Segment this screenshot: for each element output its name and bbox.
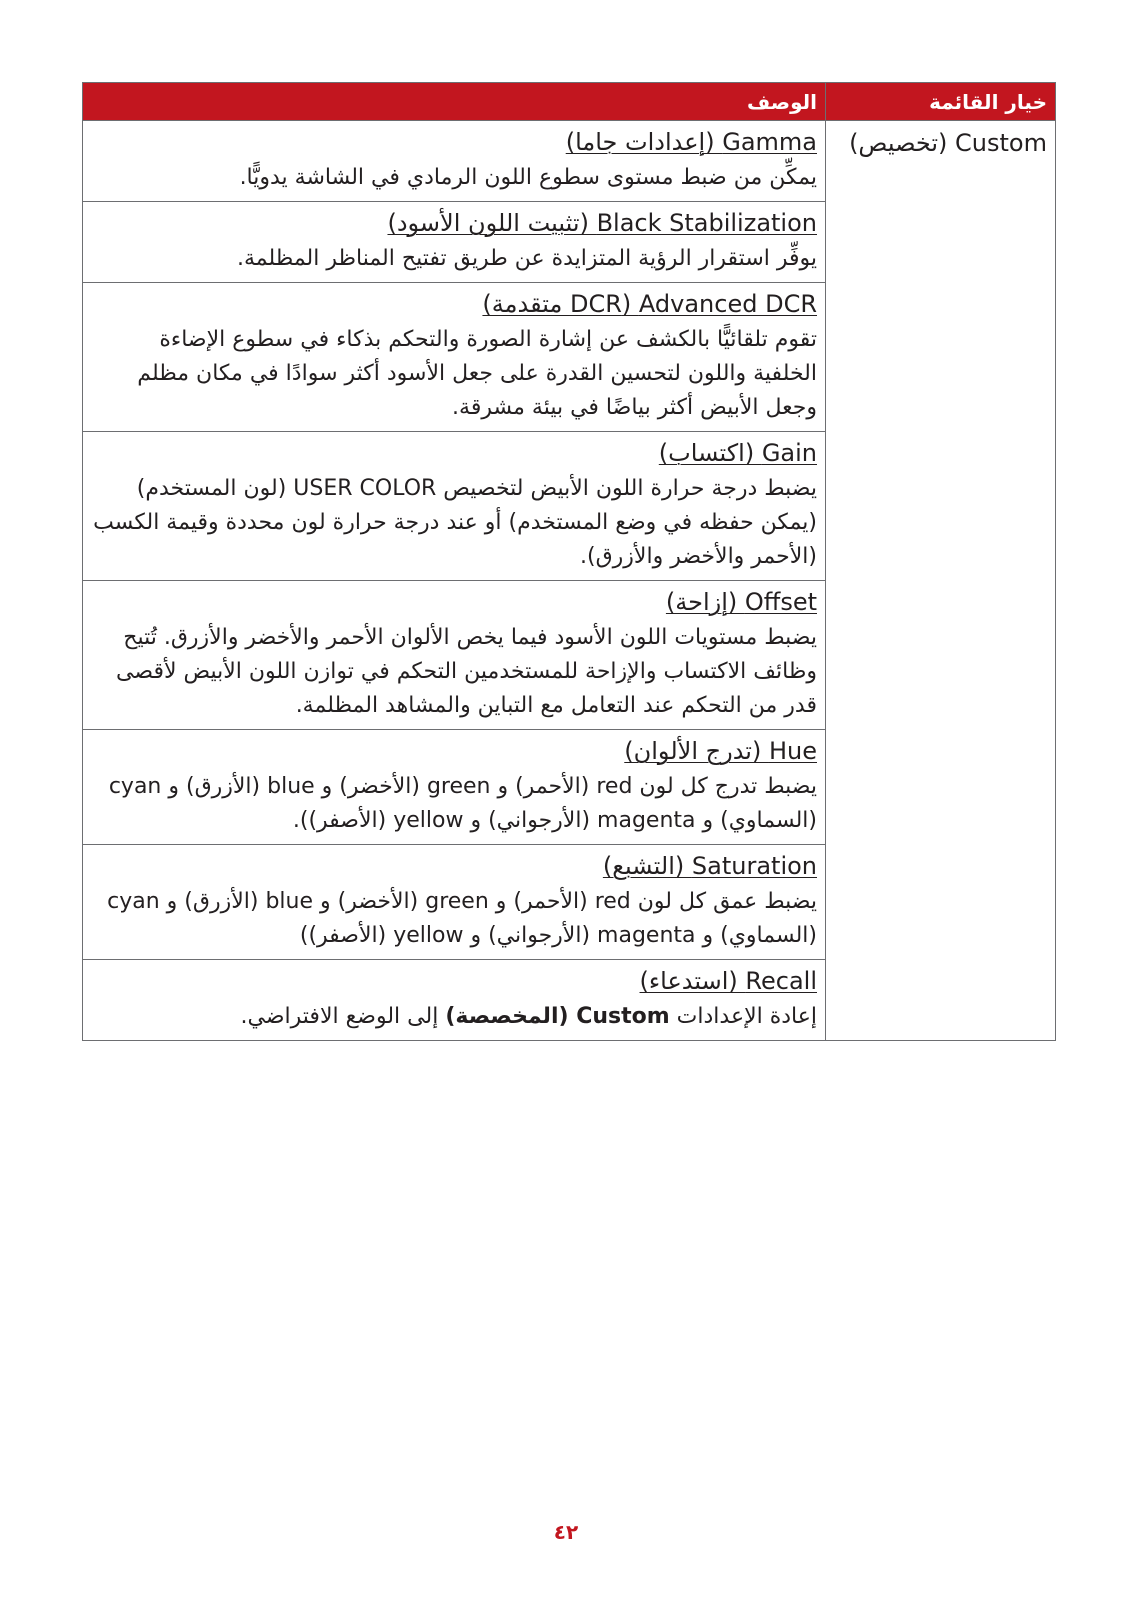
row-description: يضبط تدرج كل لون red (الأحمر) و green (الأخضر) و blue (الأزرق) و cyan (السماوي) و magenta (الأرجواني) و yellow (الأصفر)). [108,774,817,833]
settings-table [82,82,1056,1041]
recall-desc-prefix: إعادة الإعدادات [676,1004,817,1029]
row-description: يوفِّر استقرار الرؤية المتزايدة عن طريق تفتيح المناظر المظلمة. [236,246,817,271]
row-description: يضبط درجة حرارة اللون الأبيض لتخصيص USER COLOR (لون المستخدم) (يمكن حفظه في وضع المستخدم) أو عند درجة حرارة لون محددة وقيمة الكسب (الأحمر والأخضر والأزرق). [93,476,817,569]
recall-desc-bold: Custom (المخصصة) [445,1004,670,1029]
page-number: ٤٢ [553,1520,579,1544]
row-title: Recall (استدعاء) [639,967,817,995]
table-row-gamma [83,121,825,202]
table-row-saturation [83,845,825,960]
row-description [91,1000,817,1034]
table-row-recall [83,960,825,1040]
row-title: Gain (اكتساب) [658,439,817,467]
row-description: يضبط عمق كل لون red (الأحمر) و green (الأخضر) و blue (الأزرق) و cyan (السماوي) و magenta (الأرجواني) و yellow (الأصفر)) [107,889,817,948]
row-description: يمكِّن من ضبط مستوى سطوع اللون الرمادي في الشاشة يدويًّا. [239,165,817,190]
option-custom: Custom (تخصيص) [849,129,1047,157]
description-column [83,83,825,1040]
table-row-offset [83,581,825,730]
row-title: Black Stabilization (تثبيت اللون الأسود) [387,209,817,237]
table-row-gain [83,432,825,581]
header-description: الوصف [83,83,825,121]
row-title: Saturation (التشبع) [602,852,817,880]
row-description: تقوم تلقائيًّا بالكشف عن إشارة الصورة والتحكم بذكاء في سطوع الإضاءة الخلفية واللون لتحسين القدرة على جعل الأسود أكثر سوادًا في مكان مظلم وجعل الأبيض أكثر بياضًا في بيئة مشرقة. [137,327,817,420]
row-title: Offset (إزاحة) [665,588,817,616]
row-title: Gamma (إعدادات جاما) [565,128,817,156]
recall-desc-suffix: إلى الوضع الافتراضي. [240,1004,439,1029]
table-row-hue [83,730,825,845]
option-column [825,83,1055,1040]
header-option: خيار القائمة [826,83,1055,121]
table-row-advanced-dcr [83,283,825,432]
row-description: يضبط مستويات اللون الأسود فيما يخص الألوان الأحمر والأخضر والأزرق. تُتيح وظائف الاكتساب والإزاحة للمستخدمين التحكم في توازن اللون الأبيض لأقصى قدر من التحكم عند التعامل مع التباين والمشاهد المظلمة. [116,625,817,718]
table-row-black-stabilization [83,202,825,283]
row-title: Advanced DCR (DCR متقدمة) [482,290,817,318]
row-title: Hue (تدرج الألوان) [624,737,817,765]
